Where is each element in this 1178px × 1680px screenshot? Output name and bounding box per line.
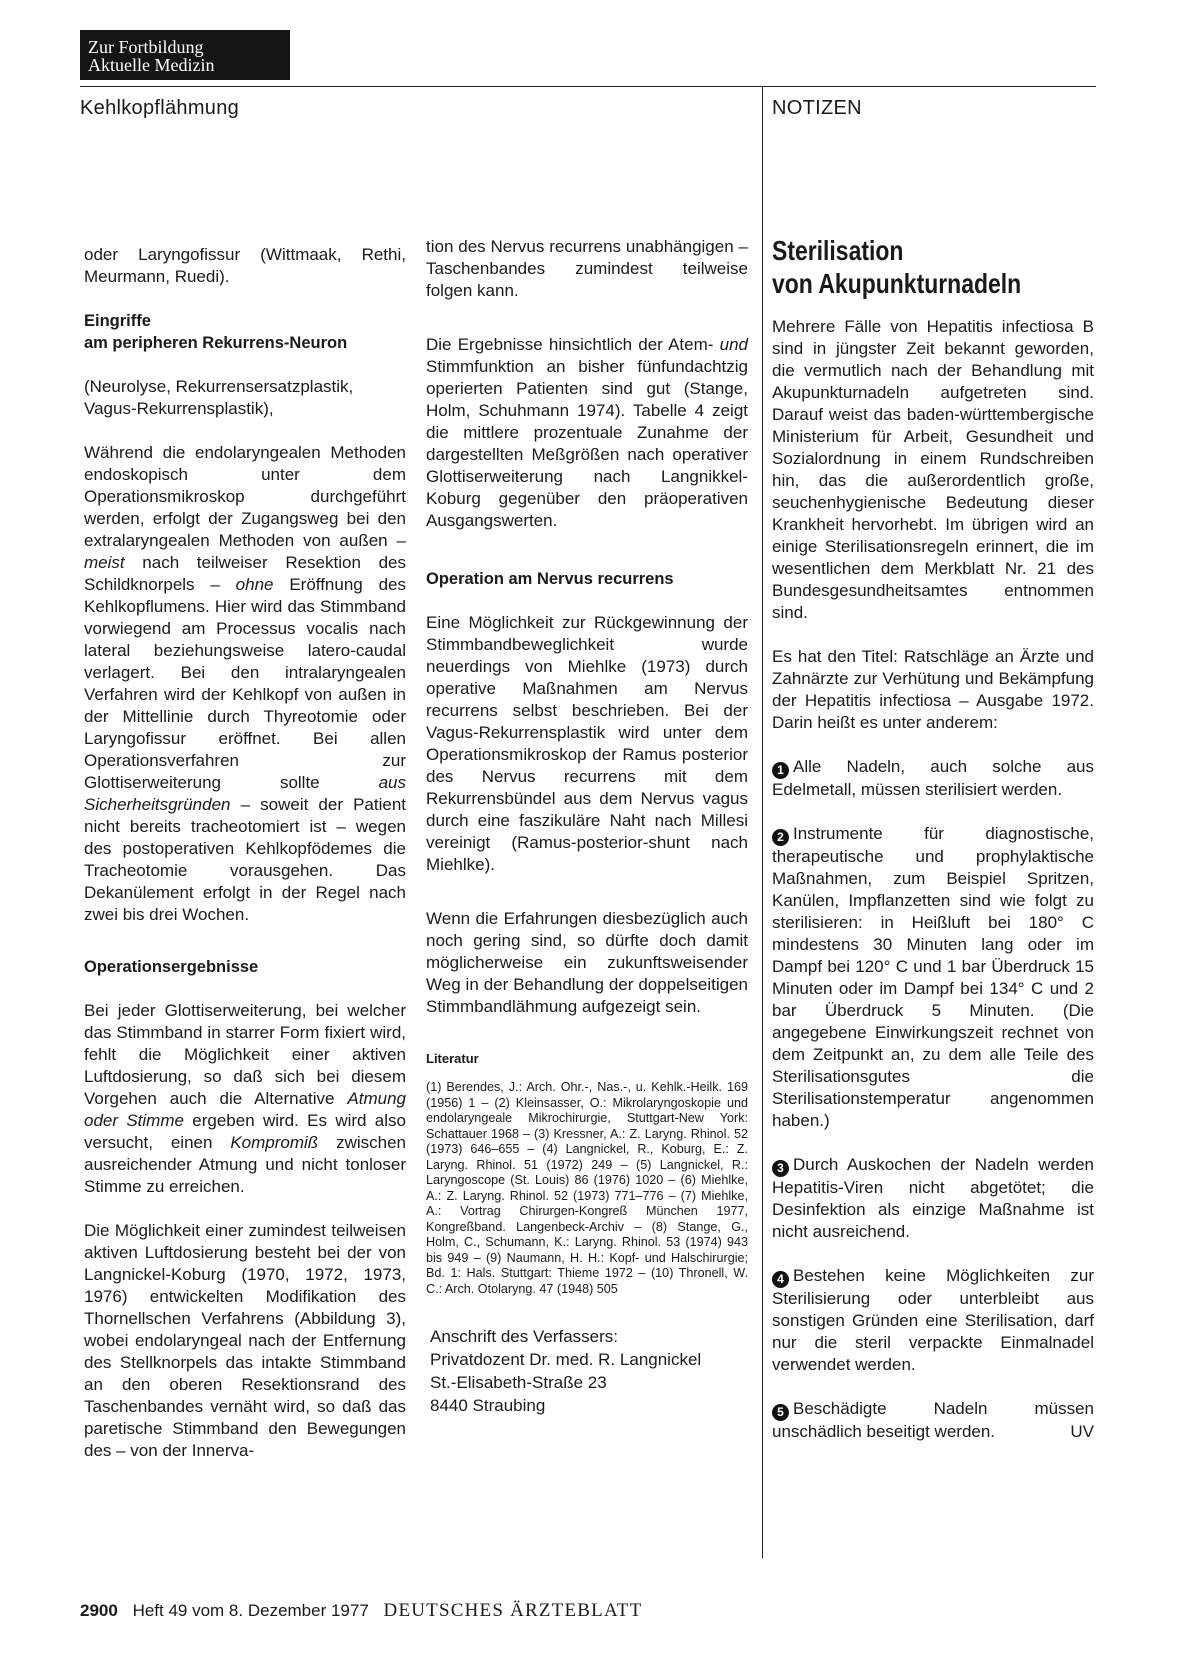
- text-run: Bestehen keine Möglichkeiten zur Sterilisierung oder unterbleibt aus sonstigen Gründen eine Sterilisation, darf nur die steril verpackte Einmalnadel verwendet werden.: [772, 1266, 1094, 1374]
- text-run: ergeben wird. Es wird also versucht, einen: [84, 1111, 406, 1152]
- badge-line-1: Zur Fortbildung: [88, 37, 204, 57]
- number-5-icon: 5: [772, 1404, 789, 1421]
- emphasis: aus Sicherheitsgründen: [84, 773, 406, 814]
- emphasis: und: [719, 335, 748, 354]
- paragraph: Es hat den Titel: Ratschläge an Ärzte und Zahnärzte zur Verhütung und Bekämpfung der Hepatitis infectiosa – Ausgabe 1972. Darin heißt es unter anderem:: [772, 647, 1094, 732]
- column-3: [772, 234, 1094, 1465]
- text-run: – soweit der Patient nicht bereits tracheotomiert ist – wegen des postoperativen Kehlkopfödemes die Tracheotomie vorausgehen. Das Dekanülement erfolgt in der Regel nach zwei bis drei Wochen.: [84, 795, 406, 924]
- running-head: Kehlkopflähmung: [80, 97, 240, 119]
- rule-item: [772, 1154, 1094, 1243]
- literature-heading: Literatur: [426, 1051, 479, 1066]
- text-run: Beschädigte Nadeln müssen unschädlich beseitigt werden.: [772, 1399, 1094, 1441]
- paragraph: tion des Nervus recurrens unabhängigen – Taschenbandes zumindest teilweise folgen kann.: [426, 237, 748, 300]
- section-badge: [80, 30, 290, 80]
- address-line: Privatdozent Dr. med. R. Langnickel: [430, 1350, 702, 1369]
- literature-list: (1) Berendes, J.: Arch. Ohr.-, Nas.-, u. Kehlk.-Heilk. 169 (1956) 1 – (2) Kleinsasser, O.: Mikrolaryngoskopie und endolaryngeale Mikrochirurgie, Stuttgart-New York: Schattauer 1968 – (3) Kressner, A.: Z. Laryng. Rhinol. 52 (1973) 646–655 – (4) Langnickel, R., Koburg, E.: Z. Laryng. Rhinol. 51 (1972) 249 – (5) Langnickel, R.: Laryngoscope (St. Louis) 86 (1976) 1020 – (6) Miehlke, A.: Z. Laryng. Rhinol. 52 (1973) 771–776 – (7) Miehlke, A.: Vortrag Chirurgen-Kongreß München 1977, Kongreßband. Langenbeck-Archiv – (8) Stange, G., Holm, C., Schumann, K.: Laryng. Rhinol. 53 (1974) 943 bis 949 – (9) Naumann, H. H.: Kopf- und Halschirurgie; Bd. 1: Hals. Stuttgart: Thieme 1972 – (10) Thronell, W. C.: Arch. Otolaryng. 47 (1948) 505: [426, 1080, 748, 1296]
- rule-item: [772, 1265, 1094, 1376]
- badge-line-2: Aktuelle Medizin: [88, 55, 215, 75]
- page-footer: [80, 1600, 642, 1622]
- text-run: Die Ergebnisse hinsichtlich der Atem-: [426, 335, 720, 354]
- journal-name: DEUTSCHES ÄRZTEBLATT: [383, 1600, 643, 1621]
- text-run: Alle Nadeln, auch solche aus Edelmetall, müssen sterilisiert werden.: [772, 757, 1094, 799]
- text-run: nach teilweiser Resektion des Schildknorpels –: [84, 553, 406, 594]
- header-rule: [80, 86, 1096, 87]
- issue-info: Heft 49 vom 8. Dezember 1977: [132, 1601, 369, 1620]
- number-1-icon: 1: [772, 762, 789, 779]
- address-line: Anschrift des Verfassers:: [430, 1327, 619, 1346]
- author-initials: UV: [1070, 1422, 1094, 1441]
- text-run: Durch Auskochen der Nadeln werden Hepatitis-Viren nicht abgetötet; die Desinfektion als einzige Maßnahme ist nicht ausreichend.: [772, 1155, 1094, 1241]
- address-line: 8440 Straubing: [430, 1396, 546, 1415]
- paragraph: (Neurolyse, Rekurrensersatzplastik, Vagus-Rekurrensplastik),: [84, 377, 354, 418]
- paragraph: Mehrere Fälle von Hepatitis infectiosa B sind in jüngster Zeit bekannt geworden, die vermutlich nach der Behandlung mit Akupunkturnadeln aufgetreten sind. Darauf weist das baden-württembergische Ministerium für Arbeit, Gesundheit und Sozialordnung in einem Rundschreiben hin, das die außerordentlich große, seuchenhygienische Bedeutung dieser Krankheit hervorhebt. Im übrigen wird an einige Sterilisationsregeln erinnert, die im wesentlichen dem Merkblatt Nr. 21 des Bundesgesundheitsamtes entnommen sind.: [772, 317, 1094, 622]
- heading-line: am peripheren Rekurrens-Neuron: [84, 334, 348, 352]
- emphasis: Atmung oder Stimme: [84, 1089, 406, 1130]
- text-run: Instrumente für diagnostische, therapeutische und prophylaktische Maßnahmen, zum Beispiel Spritzen, Kanülen, Impflanzetten sind wie folgt zu sterilisieren: in Heißluft bei 180° C mindestens 30 Minuten lang oder im Dampf bei 120° C und 1 bar Überdruck 15 Minuten oder im Dampf bei 134° C und 2 bar Überdruck 5 Minuten. (Die angegebene Einwirkungszeit rechnet von dem Zeitpunkt an, zu dem alle Teile des Sterilisationsgutes die Sterilisationstemperatur angenommen haben.): [772, 824, 1094, 1130]
- paragraph: [426, 334, 748, 532]
- title-line: Sterilisation: [772, 235, 904, 266]
- heading-peripheral: [84, 310, 406, 354]
- paragraph: oder Laryngofissur (Wittmaak, Rethi, Meurmann, Ruedi).: [84, 245, 406, 286]
- text-run: Bei jeder Glottiserweiterung, bei welcher das Stimmband in starrer Form fixiert wird, fehlt die Möglichkeit einer aktiven Luftdosierung, so daß sich bei diesem Vorgehen auch die Alternative: [84, 1001, 406, 1108]
- author-address: [426, 1325, 748, 1417]
- column-divider: [762, 86, 763, 1558]
- rule-item: [772, 756, 1094, 801]
- rule-item: [772, 823, 1094, 1132]
- rule-item: [772, 1398, 1094, 1443]
- heading-operation: Operation am Nervus recurrens: [426, 570, 674, 588]
- number-4-icon: 4: [772, 1271, 789, 1288]
- paragraph: Eine Möglichkeit zur Rückgewinnung der Stimmbandbeweglichkeit wurde neuerdings von Miehlke (1973) durch operative Maßnahmen am Nervus recurrens selbst beschrieben. Bei der Vagus-Rekurrensplastik wird unter dem Operationsmikroskop der Ramus posterior des Nervus recurrens mit dem Rekurrensbündel aus dem Nervus vagus durch eine faszikuläre Naht nach Millesi vereinigt (Ramus-posterior-shunt nach Miehlke).: [426, 613, 748, 874]
- text-run: zwischen ausreichender Atmung und nicht tonloser Stimme zu erreichen.: [84, 1133, 407, 1196]
- text-run: Während die endolaryngealen Methoden endoskopisch unter dem Operationsmikroskop durchgeführt werden, erfolgt der Zugangsweg bei den extralaryngealen Methoden von außen –: [84, 443, 406, 550]
- heading-results: Operationsergebnisse: [84, 958, 259, 976]
- paragraph: [84, 442, 406, 926]
- emphasis: meist: [84, 553, 125, 572]
- emphasis: Kompromiß: [230, 1133, 319, 1152]
- number-3-icon: 3: [772, 1160, 789, 1177]
- number-2-icon: 2: [772, 829, 789, 846]
- text-run: Eröffnung des Kehlkopflumens. Hier wird das Stimmband vorwiegend am Processus vocalis nach lateral beziehungsweise latero-caudal verlagert. Bei den intralaryngealen Verfahren wird der Kehlkopf von außen in der Mittellinie durch Thyreotomie oder Laryngofissur eröffnet. Bei allen Operationsverfahren zur Glottiserweiterung sollte: [84, 575, 406, 792]
- paragraph: [84, 1000, 406, 1198]
- paragraph: Die Möglichkeit einer zumindest teilweisen aktiven Luftdosierung besteht bei der von Langnickel-Koburg (1970, 1972, 1973, 1976) entwickelten Modifikation des Thornellschen Verfahrens (Abbildung 3), wobei endolaryngeal nach der Entfernung des Stellknorpels das intakte Stimmband an den oberen Resektionsrand des Taschenbandes vernäht wird, so daß das paretische Stimmband den Bewegungen des – von der Innerva-: [84, 1221, 406, 1460]
- page-number: 2900: [80, 1601, 118, 1620]
- notes-head: NOTIZEN: [772, 97, 862, 119]
- emphasis: ohne: [235, 575, 274, 594]
- notice-title: [772, 234, 1036, 300]
- heading-line: Eingriffe: [84, 312, 151, 330]
- paragraph: Wenn die Erfahrungen diesbezüglich auch noch gering sind, so dürfte doch damit möglicherweise ein zukunftsweisender Weg in der Behandlung der doppelseitigen Stimmbandlähmung aufgezeigt sein.: [426, 909, 748, 1016]
- column-2: [426, 236, 748, 1417]
- title-line: von Akupunkturnadeln: [772, 268, 1022, 299]
- address-line: St.-Elisabeth-Straße 23: [430, 1373, 607, 1392]
- column-1: [84, 244, 406, 1484]
- text-run: Stimmfunktion an bisher fünfundachtzig operierten Patienten sind gut (Stange, Holm, Schuhmann 1974). Tabelle 4 zeigt die mittlere prozentuale Zunahme der dargestellten Meßgrößen nach operativer Glottiserweiterung nach Langnikkel-Koburg gegenüber den präoperativen Ausgangswerten.: [426, 357, 748, 530]
